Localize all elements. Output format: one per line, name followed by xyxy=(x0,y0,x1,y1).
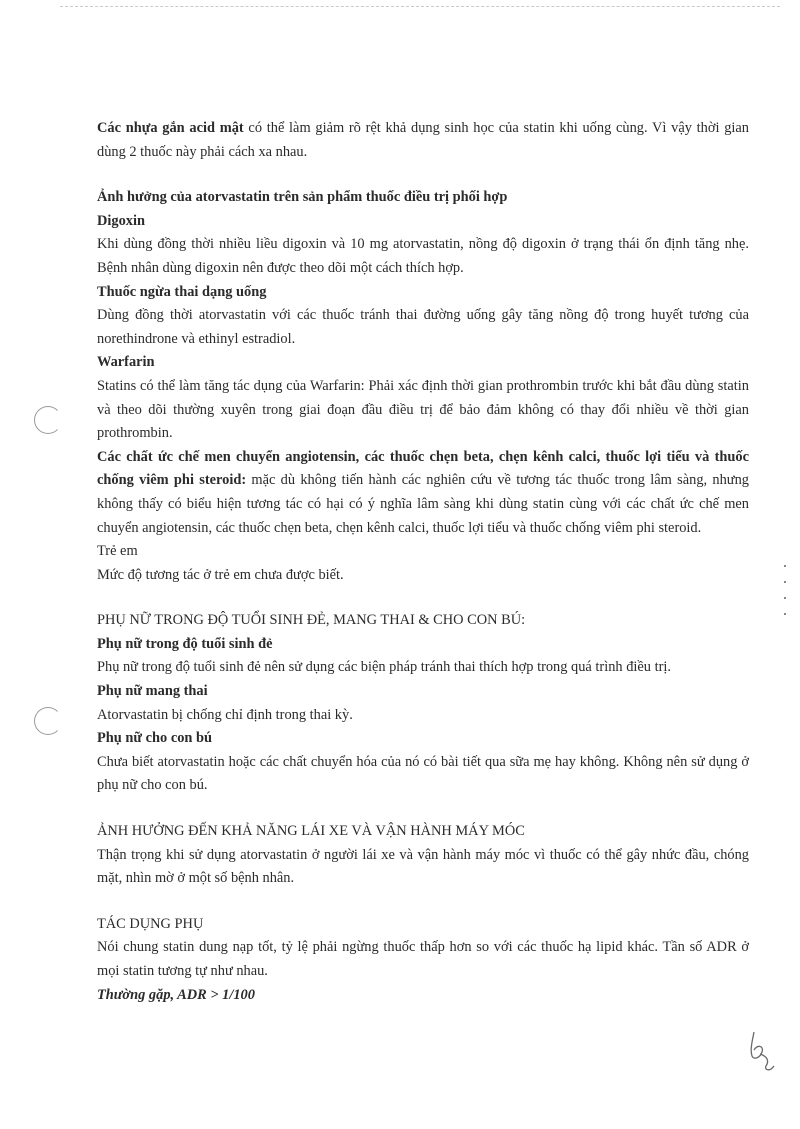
paragraph-pregnant: Atorvastatin bị chống chỉ định trong thai kỳ. xyxy=(97,706,353,723)
heading-warfarin: Warfarin xyxy=(97,354,155,371)
section-driving: ẢNH HƯỞNG ĐẾN KHẢ NĂNG LÁI XE VÀ VẬN HÀNH MÁY MÓC xyxy=(97,823,525,840)
paragraph-oral-contraceptive: Dùng đồng thời atorvastatin với các thuốc tránh thai đường uống gây tăng nồng độ trong huyết tương của norethindrone và ethinyl estradiol. xyxy=(97,307,749,347)
punch-hole-mark xyxy=(34,406,62,434)
paragraph-digoxin: Khi dùng đồng thời nhiều liều digoxin và 10 mg atorvastatin, nồng độ digoxin ở trạng thái ổn định tăng nhẹ. Bệnh nhân dùng digoxin nên được theo dõi một cách thích hợp. xyxy=(97,236,749,276)
heading-breastfeeding: Phụ nữ cho con bú xyxy=(97,730,213,747)
paragraph-side-effects: Nói chung statin dung nạp tốt, tỷ lệ phải ngừng thuốc thấp hơn so với các thuốc hạ lipid khác. Tần số ADR ở mọi statin tương tự như nhau. xyxy=(97,939,749,979)
document-body xyxy=(97,117,749,1007)
heading-common-adr: Thường gặp, ADR > 1/100 xyxy=(97,986,255,1003)
heading-children: Trẻ em xyxy=(97,543,138,560)
heading-combined-therapy: Ảnh hưởng của atorvastatin trên sản phẩm thuốc điều trị phối hợp xyxy=(97,189,508,206)
paragraph-children: Mức độ tương tác ở trẻ em chưa được biết. xyxy=(97,566,344,583)
heading-childbearing: Phụ nữ trong độ tuổi sinh đẻ xyxy=(97,635,273,652)
paragraph-ace-inhibitors: Các chất ức chế men chuyển angiotensin, các thuốc chẹn beta, chẹn kênh calci, thuốc lợi tiểu và thuốc chống viêm phi steroid: mặc dù không tiến hành các nghiên cứu về tương tác thuốc trong lâm sàng, nhưng không thấy có biểu hiện tương tác có hại có ý nghĩa lâm sàng khi dùng statin cùng với các chất ức chế men chuyển angiotensin, các thuốc chẹn beta, chẹn kênh calci, thuốc lợi tiểu và thuốc chống viêm phi steroid. xyxy=(97,448,749,536)
paragraph-childbearing: Phụ nữ trong độ tuổi sinh đẻ nên sử dụng các biện pháp tránh thai thích hợp trong quá trình điều trị. xyxy=(97,659,671,676)
heading-oral-contraceptive: Thuốc ngừa thai dạng uống xyxy=(97,283,267,300)
heading-digoxin: Digoxin xyxy=(97,212,145,229)
heading-pregnant: Phụ nữ mang thai xyxy=(97,683,208,700)
scan-top-edge xyxy=(60,6,780,7)
section-side-effects: TÁC DỤNG PHỤ xyxy=(97,915,204,932)
section-women: PHỤ NỮ TRONG ĐỘ TUỔI SINH ĐẺ, MANG THAI & CHO CON BÚ: xyxy=(97,612,526,629)
paragraph-bile-acid: Các nhựa gắn acid mật có thể làm giảm rõ rệt khả dụng sinh học của statin khi uống cùng. Vì vậy thời gian dùng 2 thuốc này phải cách xa nhau. xyxy=(97,120,749,160)
paragraph-driving: Thận trọng khi sử dụng atorvastatin ở người lái xe và vận hành máy móc vì thuốc có thể gây nhức đầu, chóng mặt, nhìn mờ ở một số bệnh nhân. xyxy=(97,846,749,887)
handwritten-initial-signature xyxy=(740,1030,780,1076)
paragraph-warfarin: Statins có thể làm tăng tác dụng của Warfarin: Phải xác định thời gian prothrombin trước khi bắt đầu dùng statin và theo dõi thường xuyên trong giai đoạn đầu điều trị để bảo đảm không có thay đổi nhiều về thời gian prothrombin. xyxy=(97,377,749,442)
punch-hole-mark xyxy=(34,707,62,735)
paragraph-breastfeeding: Chưa biết atorvastatin hoặc các chất chuyển hóa của nó có bài tiết qua sữa mẹ hay không. Không nên sử dụng ở phụ nữ cho con bú. xyxy=(97,753,749,794)
margin-scan-marks xyxy=(780,565,790,625)
